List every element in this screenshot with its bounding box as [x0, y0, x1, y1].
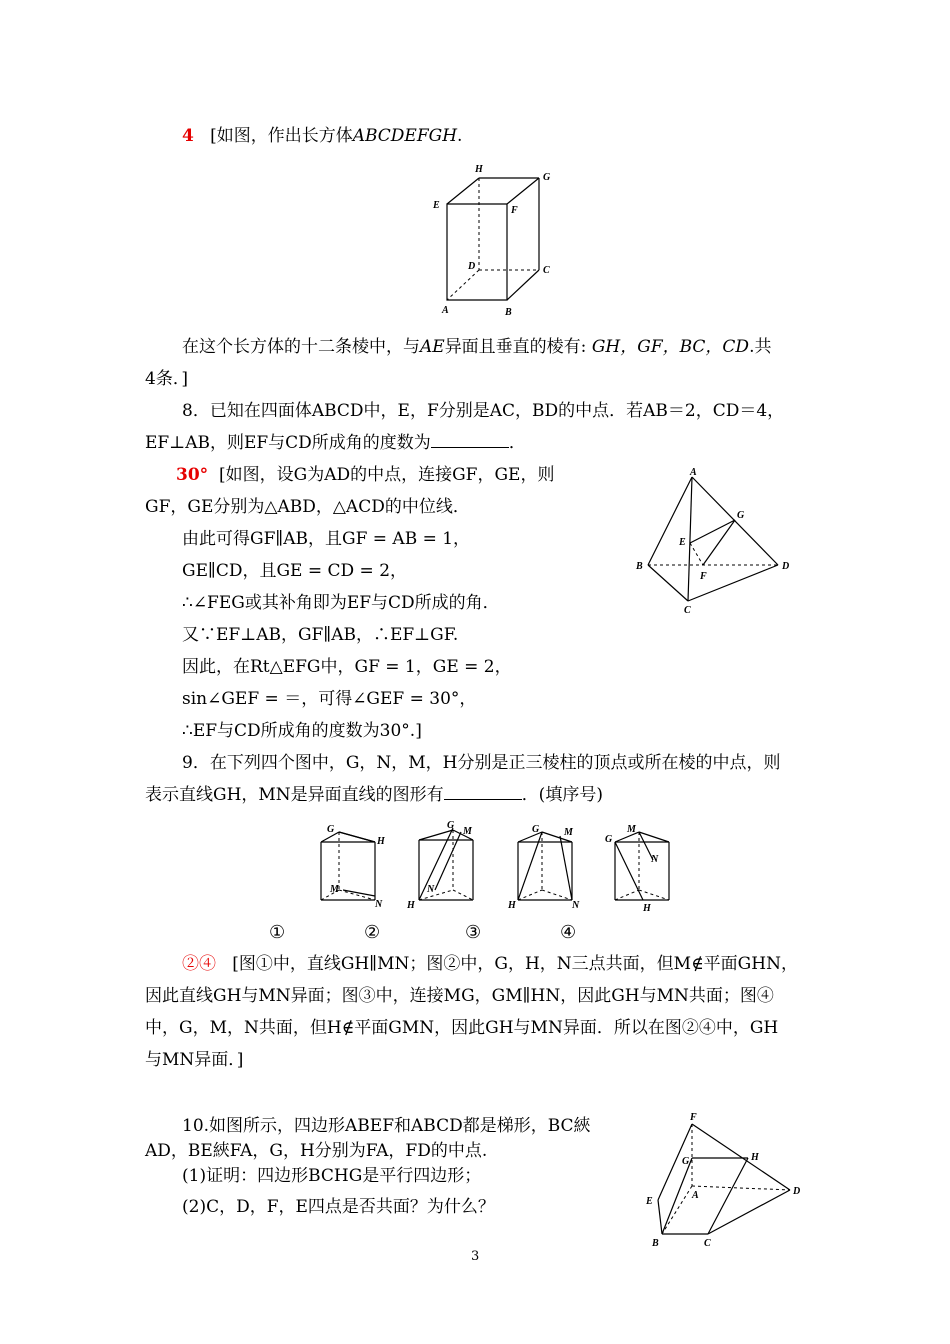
answer7-edges: GH，GF，BC，CD — [591, 337, 750, 357]
q8-line2-text: EF⊥AB，则EF与CD所成角的度数为 — [145, 433, 431, 453]
tetrahedron-figure — [630, 465, 800, 615]
prism4-label-h: H — [643, 903, 651, 914]
prism3-label-h: H — [508, 900, 516, 911]
cuboid-figure — [425, 160, 565, 325]
prism-figure-3 — [508, 822, 588, 912]
q9-sol-line1 — [182, 952, 798, 976]
prism4-label-m: M — [627, 824, 636, 835]
tetra-label-b: B — [636, 561, 643, 572]
q8-line2 — [145, 431, 526, 455]
q9-line2-end: ．(填序号) — [521, 785, 603, 805]
q9-answer-blank — [444, 783, 522, 800]
q8-sol-line3: 由此可得GF∥AB，且GF = AB = 1， — [182, 529, 471, 549]
fig-number-2: ② — [364, 922, 381, 943]
q8-sol-line2: GF，GE分别为△ABD，△ACD的中位线． — [145, 497, 470, 517]
q9-sol-line2: 因此直线GH与MN异面；图③中，连接MG，GM∥HN，因此GH与MN共面；图④ — [145, 986, 774, 1006]
answer7-box: ABCDEFGH — [352, 126, 458, 146]
prism3-label-g: G — [532, 824, 540, 835]
prism-figure-2 — [405, 818, 485, 913]
prism2-label-h: H — [407, 900, 415, 911]
q10-part1: (1)证明：四边形BCHG是平行四边形； — [182, 1166, 482, 1186]
q8-sol-line6: 又∵EF⊥AB，GF∥AB，∴EF⊥GF. — [182, 625, 459, 645]
prism2-label-m: M — [463, 826, 472, 837]
q10-label-f: F — [690, 1112, 697, 1123]
answer7-ae: AE — [420, 337, 445, 357]
cuboid-label-f: F — [511, 205, 518, 216]
tetra-label-g: G — [737, 510, 745, 521]
q10-label-e: E — [646, 1196, 653, 1207]
tetra-label-f: F — [700, 571, 707, 582]
q10-line2: AD，BE綊FA，G，H分别为FA，FD的中点. — [145, 1141, 488, 1161]
fig-number-3: ③ — [465, 922, 482, 943]
prism-figure-4 — [605, 822, 685, 917]
prism4-label-g: G — [605, 834, 613, 845]
q8-answer: 30° — [176, 465, 209, 485]
q8-sol-line8: sin∠GEF = ＝，可得∠GEF = 30°， — [182, 689, 477, 709]
q9-answer: ②④ — [182, 954, 216, 974]
q10-label-d: D — [793, 1186, 801, 1197]
q10-label-g: G — [682, 1156, 690, 1167]
prism1-label-g: G — [327, 824, 335, 835]
q8-line1: 8．已知在四面体ABCD中，E，F分别是AC，BD的中点．若AB＝2，CD＝4， — [182, 401, 785, 421]
prism2-label-g: G — [447, 820, 455, 831]
q9-line1: 9．在下列四个图中，G，N，M，H分别是正三棱柱的顶点或所在棱的中点，则 — [182, 753, 781, 773]
tetra-label-e: E — [679, 537, 686, 548]
q9-sol-line4: 与MN异面．] — [145, 1050, 244, 1070]
q8-sol-line7: 因此，在Rt△EFG中，GF = 1，GE = 2， — [182, 657, 512, 677]
cuboid-label-h: H — [475, 164, 483, 175]
answer7-text3: .共 — [749, 337, 772, 357]
prism1-label-h: H — [377, 836, 385, 847]
q8-sol-line4: GE∥CD，且GE = CD = 2， — [182, 561, 408, 581]
q9-sol-text-0: [图①中，直线GH∥MN；图②中，G，H，N三点共面，但M∉平面GHN， — [232, 954, 798, 974]
answer7-text2: 异面且垂直的棱有: — [444, 337, 587, 357]
page-number: 3 — [471, 1249, 480, 1264]
q10-label-h: H — [751, 1152, 759, 1163]
q8-sol-line5: ∴∠FEG或其补角即为EF与CD所成的角． — [182, 593, 500, 613]
answer7-line1 — [182, 124, 462, 148]
prism2-label-n: N — [427, 884, 435, 895]
q10-label-a: A — [692, 1190, 699, 1201]
cuboid-label-b: B — [505, 307, 512, 318]
tetra-label-d: D — [782, 561, 790, 572]
answer7-text1: 在这个长方体的十二条棱中，与 — [182, 337, 420, 357]
answer7-end: . — [457, 126, 463, 146]
prism4-label-n: N — [651, 854, 659, 865]
cuboid-label-e: E — [433, 200, 440, 211]
prism1-label-n: N — [375, 899, 383, 910]
q9-sol-line3: 中，G，M，N共面，但H∉平面GMN，因此GH与MN异面．所以在图②④中，GH — [145, 1018, 779, 1038]
answer7-line2 — [182, 335, 771, 359]
q8-line2-end: ． — [508, 433, 526, 453]
q8-sol-text-0: [如图，设G为AD的中点，连接GF，GE，则 — [218, 465, 555, 485]
cuboid-label-c: C — [543, 265, 550, 276]
cuboid-label-d: D — [468, 261, 476, 272]
tetra-label-a: A — [690, 467, 697, 478]
prism3-label-m: M — [564, 827, 573, 838]
q9-line2 — [145, 783, 603, 807]
prism1-label-m: M — [330, 884, 339, 895]
q8-answer-blank — [431, 431, 509, 448]
fig-number-1: ① — [269, 922, 286, 943]
q10-line1: 10.如图所示，四边形ABEF和ABCD都是梯形，BC綊 — [182, 1116, 591, 1136]
prism-figure-1 — [315, 822, 395, 912]
q9-line2-text: 表示直线GH，MN是异面直线的图形有 — [145, 785, 444, 805]
answer7-line3: 4条．] — [145, 369, 188, 389]
q10-label-b: B — [652, 1238, 659, 1249]
answer7-intro: [如图，作出长方体 — [210, 126, 353, 146]
cuboid-label-g: G — [543, 172, 551, 183]
tetra-label-c: C — [684, 605, 691, 616]
q10-part2: (2)C，D，F，E四点是否共面？为什么？ — [182, 1197, 495, 1217]
cuboid-label-a: A — [442, 305, 449, 316]
q10-label-c: C — [704, 1238, 711, 1249]
prism3-label-n: N — [572, 900, 580, 911]
q8-sol-line9: ∴EF与CD所成角的度数为30°.] — [182, 721, 422, 741]
q10-figure — [640, 1110, 810, 1250]
fig-number-4: ④ — [560, 922, 577, 943]
q8-sol-line1 — [176, 463, 554, 487]
answer7-number: 4 — [182, 126, 194, 146]
